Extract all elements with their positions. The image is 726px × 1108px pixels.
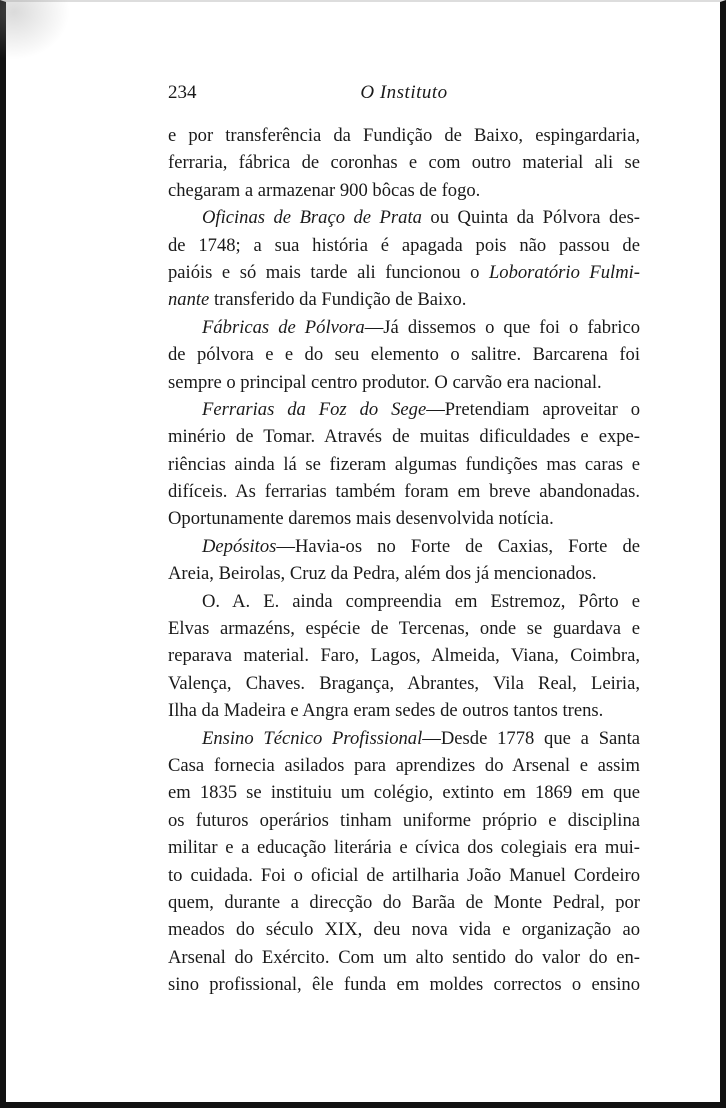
text-line [168, 697, 640, 724]
text-run: to cuidada. Foi o oficial de artilharia João Manuel Cordeiro [168, 864, 640, 886]
text-run: —Pretendiam aproveitar o [426, 398, 640, 420]
text-run: Valença, Chaves. Bragança, Abrantes, Vila Real, Leiria, [168, 672, 640, 694]
text-run: ou Quinta da Pólvora des- [421, 207, 641, 229]
text-line [168, 889, 640, 916]
text-line [168, 779, 640, 806]
text-run: Elvas armazéns, espécie de Tercenas, onde se guardava e [168, 618, 640, 640]
text-run: Casa fornecia asilados para aprendizes do Arsenal e assim [168, 754, 640, 776]
text-line [168, 752, 640, 779]
text-run: e por transferência da Fundição de Baixo, espingardaria, [168, 125, 640, 146]
text-line [168, 588, 640, 615]
text-line [168, 177, 640, 204]
text-line [168, 615, 640, 642]
text-line [168, 560, 640, 587]
text-run: de 1748; a sua história é apagada pois não passou de [168, 234, 640, 256]
page-header [168, 82, 640, 112]
text-run: os futuros operários tinham uniforme próprio e disciplina [168, 809, 640, 831]
text-run: reparava material. Faro, Lagos, Almeida, Viana, Coimbra, [168, 645, 640, 667]
text-line [168, 725, 640, 752]
text-run: —Havia-os no Forte de Caxias, Forte de [276, 535, 640, 557]
scan-smudge [0, 0, 70, 60]
text-run: sempre o principal centro produtor. O carvão era nacional. [168, 371, 602, 393]
text-line [168, 259, 640, 286]
text-run: Oportunamente daremos mais desenvolvida notícia. [168, 508, 554, 530]
italic-heading: nante [168, 289, 210, 311]
running-title: O Instituto [360, 82, 448, 103]
text-run: riências ainda lá se fizeram algumas fundições mas caras e [168, 453, 640, 475]
text-line [168, 122, 640, 149]
text-run: minério de Tomar. Através de muitas dificuldades e expe- [168, 426, 640, 448]
text-line [168, 862, 640, 889]
text-line [168, 286, 640, 313]
text-line [168, 807, 640, 834]
italic-heading: Fábricas de Pólvora [202, 316, 365, 338]
text-line [168, 971, 640, 998]
text-run: Arsenal do Exército. Com um alto sentido do valor do en- [168, 946, 640, 968]
text-line [168, 670, 640, 697]
text-line [168, 478, 640, 505]
text-line [168, 916, 640, 943]
text-line [168, 314, 640, 341]
text-line [168, 423, 640, 450]
text-line [168, 533, 640, 560]
text-run: Areia, Beirolas, Cruz da Pedra, além dos já mencionados. [168, 563, 597, 585]
text-run: meados do século XIX, deu nova vida e organização ao [168, 919, 640, 941]
italic-heading: Ferrarias da Foz do Sege [202, 398, 427, 420]
text-line [168, 341, 640, 368]
italic-heading: Loboratório Fulmi- [488, 261, 640, 283]
text-run: paióis e só mais tarde ali funcionou o [168, 261, 489, 283]
italic-heading: Ensino Técnico Profissional [202, 727, 423, 749]
text-run: —Desde 1778 que a Santa [422, 727, 640, 749]
text-run: em 1835 se instituiu um colégio, extinto em 1869 em que [168, 782, 640, 804]
body-text [168, 122, 640, 999]
text-run: sino profissional, êle funda em moldes correctos o ensino [168, 974, 640, 996]
text-line [168, 642, 640, 669]
text-line [168, 505, 640, 532]
text-run: de pólvora e e do seu elemento o salitre. Barcarena foi [168, 344, 640, 366]
text-run: difíceis. As ferrarias também foram em breve abandonadas. [168, 481, 640, 503]
text-run: ferraria, fábrica de coronhas e com outro material ali se [168, 152, 640, 174]
text-line [168, 232, 640, 259]
text-run: quem, durante a direcção do Barãa de Monte Pedral, por [168, 891, 640, 913]
text-line [168, 944, 640, 971]
text-run: militar e a educação literária e cívica dos colegiais era mui- [168, 837, 640, 859]
text-line [168, 369, 640, 396]
text-line [168, 834, 640, 861]
text-line [168, 204, 640, 231]
italic-heading: Depósitos [202, 535, 277, 557]
text-line [168, 451, 640, 478]
text-run: chegaram a armazenar 900 bôcas de fogo. [168, 179, 481, 201]
text-line [168, 149, 640, 176]
text-run: O. A. E. ainda compreendia em Estremoz, Pôrto e [202, 590, 640, 612]
text-run: transferido da Fundição de Baixo. [209, 289, 467, 311]
italic-heading: Oficinas de Braço de Prata [202, 207, 422, 229]
text-line [168, 396, 640, 423]
page-number: 234 [168, 82, 197, 103]
text-run: Ilha da Madeira e Angra eram sedes de outros tantos trens. [168, 700, 604, 722]
text-run: —Já dissemos o que foi o fabrico [364, 316, 641, 338]
